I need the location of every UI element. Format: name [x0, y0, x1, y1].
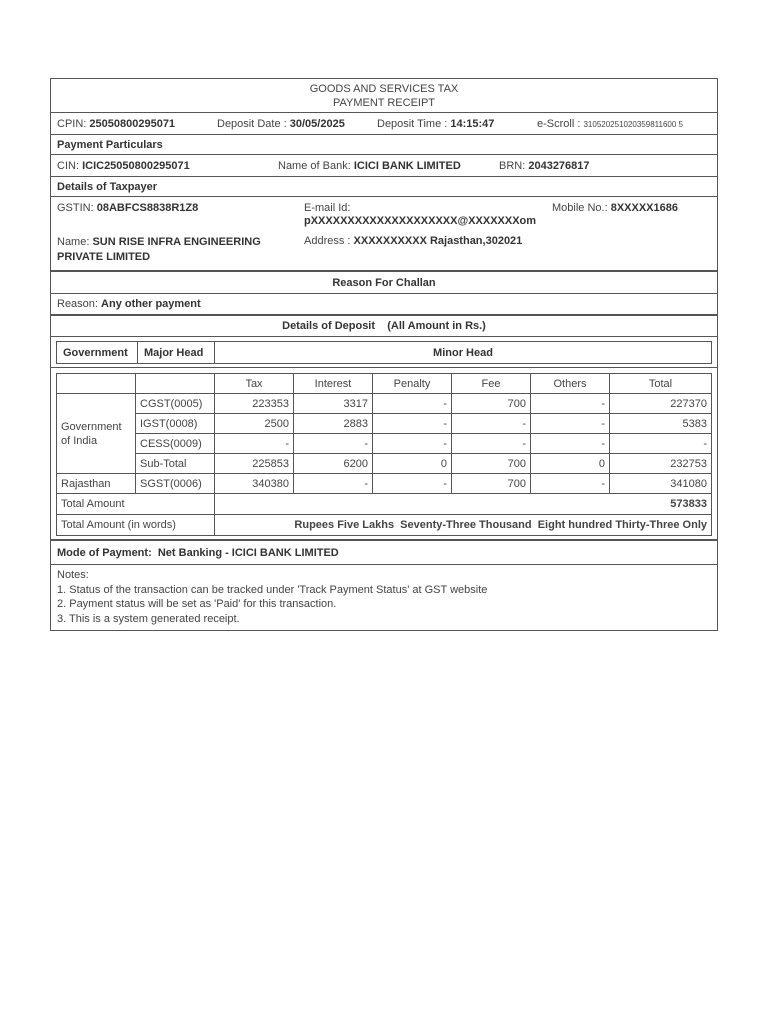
- payment-receipt: [50, 78, 718, 631]
- cpin-label: CPIN:: [57, 117, 87, 130]
- col-fee: Fee: [452, 374, 531, 394]
- amount-in-words-row: [57, 515, 712, 536]
- interest-cell: 6200: [294, 454, 373, 474]
- mobile-label: Mobile No.:: [552, 202, 608, 214]
- major-head-cell: IGST(0008): [136, 414, 215, 434]
- header-line-1: GOODS AND SERVICES TAX: [309, 83, 459, 95]
- email-label: E-mail Id:: [304, 202, 351, 214]
- deposit-time-label: Deposit Time :: [377, 117, 448, 130]
- penalty-cell: -: [373, 414, 452, 434]
- major-head-cell: SGST(0006): [136, 474, 215, 494]
- fee-cell: -: [452, 434, 531, 454]
- taxpayer-details: [51, 197, 717, 272]
- total-amount-value: 573833: [215, 494, 712, 515]
- cin-label: CIN:: [57, 159, 79, 172]
- total-cell: 5383: [610, 414, 712, 434]
- bank-value: ICICI BANK LIMITED: [353, 159, 461, 172]
- receipt-header: [51, 79, 717, 113]
- taxpayer-heading: Details of Taxpayer: [51, 177, 717, 197]
- reason-value: Any other payment: [101, 298, 201, 310]
- summary-row: [51, 113, 717, 135]
- others-cell: -: [531, 434, 610, 454]
- others-cell: -: [531, 414, 610, 434]
- total-cell: 341080: [610, 474, 712, 494]
- major-head-cell: CESS(0009): [136, 434, 215, 454]
- mode-value: Net Banking - ICICI BANK LIMITED: [157, 546, 339, 559]
- fee-cell: 700: [452, 474, 531, 494]
- table-row: [57, 434, 712, 454]
- brn-label: BRN:: [499, 159, 526, 172]
- fee-cell: -: [452, 414, 531, 434]
- bank-label: Name of Bank:: [278, 159, 351, 172]
- subtotal-row: [57, 454, 712, 474]
- major-head-cell: CGST(0005): [136, 394, 215, 414]
- blank-cell: [136, 374, 215, 394]
- address-value: XXXXXXXXXX Rajasthan,302021: [353, 235, 523, 247]
- mobile-value: 8XXXXX1686: [610, 202, 678, 214]
- deposit-heading-label: Details of Deposit: [282, 320, 376, 332]
- table-row: [57, 474, 712, 494]
- interest-cell: 3317: [294, 394, 373, 414]
- gov-india-cell: Government of India: [57, 394, 136, 474]
- rajasthan-cell: Rajasthan: [57, 474, 136, 494]
- col-major-head: Major Head: [138, 342, 215, 364]
- interest-cell: 2883: [294, 414, 373, 434]
- deposit-subheader-row: [57, 374, 712, 394]
- blank-cell: [57, 374, 136, 394]
- challan-heading: Reason For Challan: [51, 272, 717, 294]
- deposit-date-label: Deposit Date :: [217, 117, 287, 130]
- col-interest: Interest: [294, 374, 373, 394]
- col-penalty: Penalty: [373, 374, 452, 394]
- header-line-2: PAYMENT RECEIPT: [332, 97, 436, 109]
- total-cell: 232753: [610, 454, 712, 474]
- tax-cell: 223353: [215, 394, 294, 414]
- col-minor-head: Minor Head: [215, 342, 712, 364]
- total-cell: 227370: [610, 394, 712, 414]
- deposit-heading: [51, 316, 717, 337]
- payment-particulars-heading: Payment Particulars: [51, 135, 717, 155]
- total-cell: -: [610, 434, 712, 454]
- escroll-value: 310520251020359811600 5: [583, 119, 683, 129]
- deposit-date-value: 30/05/2025: [289, 117, 345, 130]
- penalty-cell: 0: [373, 454, 452, 474]
- mode-label: Mode of Payment:: [57, 546, 152, 559]
- interest-cell: -: [294, 434, 373, 454]
- penalty-cell: -: [373, 474, 452, 494]
- deposit-unit: (All Amount in Rs.): [387, 320, 486, 332]
- tax-cell: 340380: [215, 474, 294, 494]
- note-item: 3. This is a system generated receipt.: [57, 612, 240, 625]
- penalty-cell: -: [373, 434, 452, 454]
- total-amount-row: [57, 494, 712, 515]
- payment-particulars-row: [51, 155, 717, 177]
- fee-cell: 700: [452, 454, 531, 474]
- major-head-cell: Sub-Total: [136, 454, 215, 474]
- deposit-table: [56, 373, 712, 536]
- table-row: [57, 394, 712, 414]
- amount-in-words-value: Rupees Five Lakhs Seventy-Three Thousand Eight hundred Thirty-Three Only: [215, 515, 712, 536]
- deposit-head-row: [51, 337, 717, 368]
- deposit-time-value: 14:15:47: [450, 117, 495, 130]
- deposit-table-section: [51, 368, 717, 541]
- cpin-value: 25050800295071: [89, 117, 176, 130]
- gstin-label: GSTIN:: [57, 202, 94, 214]
- mode-of-payment-row: [51, 541, 717, 565]
- note-item: 1. Status of the transaction can be tracked under 'Track Payment Status' at GST website: [57, 583, 488, 596]
- penalty-cell: -: [373, 394, 452, 414]
- address-label: Address :: [304, 235, 351, 247]
- cin-value: ICIC25050800295071: [82, 159, 190, 172]
- tax-cell: 225853: [215, 454, 294, 474]
- others-cell: -: [531, 394, 610, 414]
- total-amount-label: Total Amount: [57, 494, 215, 515]
- fee-cell: 700: [452, 394, 531, 414]
- others-cell: -: [531, 474, 610, 494]
- col-others: Others: [531, 374, 610, 394]
- interest-cell: -: [294, 474, 373, 494]
- table-row: [57, 414, 712, 434]
- others-cell: 0: [531, 454, 610, 474]
- reason-row: [51, 294, 717, 316]
- escroll-label: e-Scroll :: [537, 117, 581, 130]
- tax-cell: -: [215, 434, 294, 454]
- notes-section: [51, 565, 717, 630]
- col-total: Total: [610, 374, 712, 394]
- col-tax: Tax: [215, 374, 294, 394]
- notes-title: Notes:: [57, 569, 89, 581]
- col-government: Government: [57, 342, 138, 364]
- name-value: SUN RISE INFRA ENGINEERING PRIVATE LIMITED: [57, 236, 261, 263]
- email-value: pXXXXXXXXXXXXXXXXXXXX@XXXXXXXom: [304, 215, 537, 227]
- name-label: Name:: [57, 236, 90, 248]
- deposit-head-table: [56, 341, 712, 364]
- note-item: 2. Payment status will be set as 'Paid' for this transaction.: [57, 598, 337, 610]
- reason-label: Reason:: [57, 298, 98, 310]
- amount-in-words-label: Total Amount (in words): [57, 515, 215, 536]
- gstin-value: 08ABFCS8838R1Z8: [96, 202, 199, 214]
- tax-cell: 2500: [215, 414, 294, 434]
- brn-value: 2043276817: [528, 159, 590, 172]
